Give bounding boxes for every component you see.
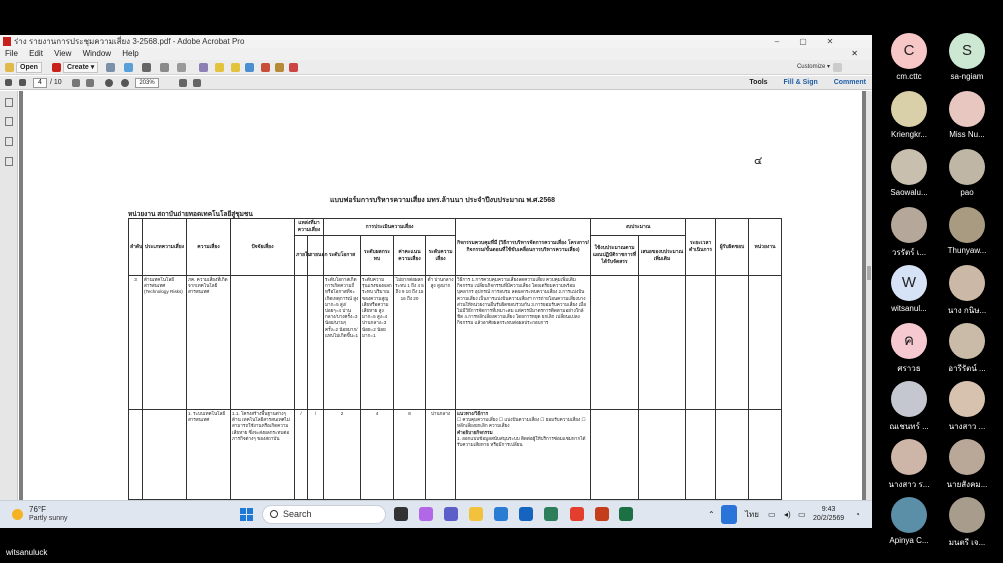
header-source: แหล่งที่มาความเสี่ยง: [295, 219, 324, 236]
cell-score: ไม่ยากต่อผลกระทบ 1 ถึง 4 5 ถึง 9 10 ถึง 15 16 ถึง 20: [394, 276, 426, 410]
participant-name: วรรัตร์ เ...: [891, 248, 927, 257]
document-title: แบบฟอร์มการบริหารความเสี่ยง มทร.ล้านนา ประจำปีงบประมาณ พ.ศ.2568: [329, 197, 556, 204]
table-row: [129, 276, 782, 410]
zoom-in-icon[interactable]: [121, 79, 129, 87]
participant-tile[interactable]: [875, 381, 939, 437]
microphone-icon[interactable]: [721, 505, 737, 524]
header-control: กิจกรรมควบคุมที่มี (วิธีการบริหารจัดการความเสี่ยง โครงการ/กิจกรรม/ขั้นตอนที่ใช้ขับเคลื่อนการบริหารความเสี่ยง): [456, 219, 591, 276]
participant-name: นางสาว ร...: [888, 480, 930, 489]
table-row: [129, 410, 782, 500]
participant-name: cm.cttc: [896, 72, 922, 81]
print-icon[interactable]: [142, 63, 151, 72]
participant-tile[interactable]: [933, 33, 997, 89]
clock-date: 20/2/2569: [813, 515, 845, 522]
cell-no: [129, 410, 143, 500]
signature-icon[interactable]: [5, 137, 13, 146]
search-label: Search: [283, 509, 312, 519]
zoom-level-input[interactable]: 203%: [135, 78, 159, 88]
export-icon[interactable]: [261, 63, 270, 72]
battery-icon[interactable]: ▭: [798, 510, 806, 519]
copilot-icon[interactable]: [419, 507, 433, 521]
avatar: [949, 265, 985, 301]
network-icon[interactable]: ▭: [768, 510, 776, 519]
hand-tool-icon[interactable]: [86, 79, 94, 87]
menu-window[interactable]: Window: [82, 49, 112, 58]
file-explorer-icon[interactable]: [469, 507, 483, 521]
participant-name: อารีรัตน์ ...: [948, 364, 986, 373]
attachment-icon[interactable]: [5, 157, 13, 166]
task-panes: [735, 76, 866, 90]
participant-tile[interactable]: [875, 149, 939, 205]
menu-edit[interactable]: Edit: [29, 49, 43, 58]
close-window-button[interactable]: ✕: [826, 37, 834, 46]
cell-control: วิธีการ 1.การควบคุมความเสี่ยงลดความเสี่ยง ควบคุมเพิ่มเติมกิจกรรม เปลี่ยนกิจกรรมที่มีความเสี่ยง โดยเตรียมความพร้อมบุคลากร อุปกรณ์ การอบรม ลดผลกระทบความเสี่ยง 2.การแบ่งปันความเสี่ยง เป็นการแบ่งปันความเสี่ยงฯ การถ่ายโอนความเสี่ยงบางส่วนให้หน่วยงานอื่นรับผิดชอบร่วมกัน 3.การยอมรับความเสี่ยง เมื่อไม่มีวิธีการจัดการที่เหมาะสม แต่ควรมีมาตรการติดตามอย่างใกล้ชิด 4.การหลีกเลี่ยงความเสี่ยง โดยการหยุด ยกเลิก เปลี่ยนแปลงกิจกรรม แล้วอาศัยผลกระทบต่อผลประกอบการ: [456, 276, 591, 410]
avatar: [891, 497, 927, 533]
header-score: ค่าคะแนนความเสี่ยง: [394, 236, 426, 276]
participant-name: sa-ngiam: [950, 72, 984, 81]
cell-score: 8: [394, 410, 426, 500]
avatar: [891, 91, 927, 127]
cell-source-in: /: [295, 410, 308, 500]
avatar: [891, 439, 927, 475]
participant-tile[interactable]: [933, 91, 997, 147]
cell-level: ต่ำ ปานกลาง สูง สูงมาก: [426, 276, 456, 410]
menu-bar: [0, 48, 872, 60]
avatar: [891, 149, 927, 185]
fill-sign-link[interactable]: Fill & Sign: [783, 79, 818, 86]
cell-owner: [716, 276, 749, 410]
header-owner: ผู้รับผิดชอบ: [716, 219, 749, 276]
participant-tile[interactable]: [933, 497, 997, 553]
participant-name: นาง กนิษ...: [947, 306, 987, 315]
chevron-up-icon[interactable]: ⌃: [708, 510, 715, 519]
control-activity-text: 1. ออกแบบข้อมูลสนับสนุนระบบ ติดต่อผู้ให้บริการซ่อมแซมหากได้รับความเสียหาย หรือมีการเปลี่ยน: [457, 435, 586, 447]
task-view-icon[interactable]: [394, 507, 408, 521]
close-document-icon[interactable]: ✕: [851, 49, 858, 58]
settings-icon[interactable]: [199, 63, 208, 72]
envelope-icon[interactable]: [177, 63, 186, 72]
create-pdf-icon: [52, 63, 61, 72]
navigation-pane: [0, 91, 18, 528]
participant-tile[interactable]: [875, 439, 939, 495]
cell-likelihood: ระดับโอกาสเกิด การเกิดความถี่หรือโอกาสที่จะเกิดเหตุการณ์ สูงมาก=5 สูง/บ่อยๆ=4 ปานกลาง/บางครั้ง=3 น้อย/นานๆ ครั้ง=2 น้อยมาก/แทบไม่เกิดขึ้น=1: [324, 276, 361, 410]
cell-factor: [231, 276, 295, 410]
menu-view[interactable]: View: [54, 49, 72, 58]
avatar: [949, 149, 985, 185]
app-icon[interactable]: [544, 507, 558, 521]
comment-link[interactable]: Comment: [833, 79, 866, 86]
window-titlebar: [0, 35, 872, 48]
control-approach-options: ☐ ควบคุมความเสี่ยง ☐ แบ่งปันความเสี่ยง ☐ ยอมรับความเสี่ยง ☐ หลีกเลี่ยงยกเลิก ความเสี่ยง: [457, 417, 586, 429]
cell-type: [143, 410, 187, 500]
participant-tile[interactable]: [875, 265, 939, 321]
cell-factor: 1.1. โครงสร้างพื้นฐานต่างๆ ด้าน เทคโนโลยีสารสนเทศไม่สามารถใช้งานหรือเกิดความเสียหาย ซึ่งจะส่งผลกระทบต่อภารกิจต่างๆ ของสถาบัน: [231, 410, 295, 500]
header-assess: การประเมินความเสี่ยง: [324, 219, 456, 236]
main-toolbar: [0, 60, 872, 75]
notification-bell-icon[interactable]: ◔: [855, 510, 860, 519]
bookmarks-icon[interactable]: [5, 117, 13, 126]
participant-name: นายสังคม...: [946, 480, 988, 489]
header-likelihood: ระดับโอกาส: [324, 236, 361, 276]
participant-name: Kriengkr...: [890, 130, 927, 139]
self-name: witsanuluck: [6, 548, 48, 557]
select-cursor-icon[interactable]: [72, 79, 80, 87]
cell-no: 3: [129, 276, 143, 410]
participant-tile[interactable]: [875, 207, 939, 263]
stamp-icon[interactable]: [245, 63, 254, 72]
avatar: [949, 91, 985, 127]
avatar: [949, 439, 985, 475]
page-count: / 10: [50, 79, 62, 86]
email-icon[interactable]: [160, 63, 169, 72]
sticky-note-icon[interactable]: [231, 63, 240, 72]
avatar: W: [891, 265, 927, 301]
participant-name: นางสาว ...: [948, 422, 986, 431]
header-risk: ความเสี่ยง: [187, 219, 231, 276]
cell-unit: [749, 276, 782, 410]
menu-help[interactable]: Help: [122, 49, 139, 58]
customize-menu[interactable]: Customize ▾: [796, 64, 830, 70]
clock-time: 9:43: [821, 506, 836, 513]
news-app-icon[interactable]: [519, 507, 533, 521]
weather-condition: Partly sunny: [29, 515, 68, 522]
comment-icon[interactable]: [215, 63, 224, 72]
header-source-out: ภายนอก: [308, 236, 324, 276]
navigation-toolbar: [0, 76, 872, 90]
participant-tile[interactable]: [933, 381, 997, 437]
participant-tile[interactable]: [875, 323, 939, 379]
risk-table: [128, 218, 782, 500]
page-number-input[interactable]: 4: [33, 78, 47, 88]
control-approach-title: แนวทาง/วิธีการ: [457, 411, 489, 416]
cell-period: [686, 276, 716, 410]
unit-line: หน่วยงาน สถาบันถ่ายทอดเทคโนโลยีสู่ชุมชน: [128, 211, 253, 218]
participant-name: Saowalu...: [890, 188, 928, 197]
vertical-scrollbar[interactable]: [866, 91, 872, 528]
speaker-icon[interactable]: ◂): [784, 510, 791, 519]
cell-unit: [749, 410, 782, 500]
language-indicator[interactable]: ไทย: [745, 510, 759, 519]
menu-file[interactable]: File: [5, 49, 18, 58]
maximize-button[interactable]: ▢: [799, 37, 807, 46]
tools-link[interactable]: Tools: [749, 79, 768, 86]
avatar: [949, 323, 985, 359]
header-level: ระดับความเสี่ยง: [426, 236, 456, 276]
cell-budget-use: [591, 410, 639, 500]
zoom-out-icon[interactable]: [105, 79, 113, 87]
avatar: [949, 381, 985, 417]
collapse-icon[interactable]: [833, 63, 842, 72]
open-button[interactable]: Open: [16, 62, 42, 73]
avatar: [949, 207, 985, 243]
avatar: [891, 381, 927, 417]
avatar: ค: [891, 323, 927, 359]
header-impact: ระดับผลกระทบ: [361, 236, 394, 276]
participant-tile[interactable]: [933, 323, 997, 379]
cell-budget-use: [591, 276, 639, 410]
cell-risk: 1. ระบบเทคโนโลยีสารสนเทศ: [187, 410, 231, 500]
participant-name: ศราวธ: [897, 364, 921, 373]
page-down-icon[interactable]: [19, 79, 26, 86]
header-type: ประเภทความเสี่ยง: [143, 219, 187, 276]
avatar: [949, 497, 985, 533]
header-budget: งบประมาณ: [591, 219, 686, 236]
participant-tile[interactable]: [933, 265, 997, 321]
cell-impact: 4: [361, 410, 394, 500]
participant-name: Apinya C...: [889, 536, 929, 545]
cell-type: ด้านเทคโนโลยีสารสนเทศ (Technology Risks): [143, 276, 187, 410]
cell-budget-request: [639, 276, 686, 410]
cell-source-out: [308, 276, 324, 410]
participant-name: ณเชนทร์ ...: [889, 422, 929, 431]
teams-icon[interactable]: [444, 507, 458, 521]
header-no: ลำดับ: [129, 219, 143, 276]
fit-width-icon[interactable]: [193, 79, 201, 87]
create-button[interactable]: Create ▾: [63, 62, 98, 73]
acrobat-icon[interactable]: [570, 507, 584, 521]
participant-name: Thunyaw...: [947, 246, 987, 255]
participant-tile[interactable]: [933, 207, 997, 263]
powerpoint-icon[interactable]: [595, 507, 609, 521]
windows-start-icon[interactable]: [240, 508, 253, 521]
cell-risk: ภค. ความเสี่ยงที่เกิดจากเทคโนโลยีสารสนเทศ: [187, 276, 231, 410]
windows-taskbar: [0, 500, 872, 528]
control-activity-title: คำอธิบายกิจกรรม: [457, 429, 493, 435]
page-up-icon[interactable]: [5, 79, 12, 86]
avatar: C: [891, 33, 927, 69]
document-viewport[interactable]: [19, 91, 866, 528]
fit-page-icon[interactable]: [179, 79, 187, 87]
cell-source-out: /: [308, 410, 324, 500]
page-thumbnails-icon[interactable]: [5, 98, 13, 107]
cell-budget-request: [639, 410, 686, 500]
sun-icon: [12, 509, 23, 520]
minimize-button[interactable]: –: [774, 37, 780, 46]
cell-impact: ระดับความรุนแรงของผลกระทบ ปริมาณของความสูญเสียหรือความเสียหาย สูงมาก=5 สูง=4 ปานกลาง=3 น้อย=2 น้อยมาก=1: [361, 276, 394, 410]
avatar: S: [949, 33, 985, 69]
participant-tile[interactable]: [875, 497, 939, 553]
header-unit: หน่วยงาน: [749, 219, 782, 276]
cell-likelihood: 2: [324, 410, 361, 500]
shared-screen: [0, 35, 872, 528]
weather-temp: 76°F: [29, 505, 46, 514]
cell-source-in: [295, 276, 308, 410]
save-icon[interactable]: [106, 63, 115, 72]
cell-control: [456, 410, 591, 500]
store-icon[interactable]: [494, 507, 508, 521]
excel-icon[interactable]: [619, 507, 633, 521]
header-budget-request: เสนอของบประมาณเพิ่มเติม: [639, 236, 686, 276]
search-icon: [270, 510, 278, 518]
participant-name: witsanul...: [891, 304, 927, 313]
participant-tile[interactable]: [933, 439, 997, 495]
participant-tile[interactable]: [875, 33, 939, 89]
header-budget-use: ใช้งบประมาณตามแผนปฏิบัติราชการที่ได้รับจัดสรร: [591, 236, 639, 276]
header-source-in: ภายใน: [295, 236, 308, 276]
participant-name: มนตรี เจ...: [948, 538, 986, 547]
participant-name: Miss Nu...: [949, 130, 985, 139]
system-clock[interactable]: [813, 505, 844, 523]
taskbar-search[interactable]: [262, 505, 386, 524]
page-number: ๔: [754, 154, 763, 167]
window-title: ร่าง รายงานการประชุมความเสี่ยง 3-2568.pdf - Adobe Acrobat Pro: [14, 37, 245, 46]
share-icon[interactable]: [289, 63, 298, 72]
cell-period: [686, 410, 716, 500]
header-period: ระยะเวลาดำเนินการ: [686, 219, 716, 276]
avatar: [891, 207, 927, 243]
participant-tile[interactable]: [875, 91, 939, 147]
cloud-icon[interactable]: [124, 63, 133, 72]
pdf-icon: [3, 37, 11, 46]
participant-name: pao: [960, 188, 974, 197]
pdf-page: [23, 91, 862, 528]
cell-level: ปานกลาง: [426, 410, 456, 500]
header-factor: ปัจจัยเสี่ยง: [231, 219, 295, 276]
participant-tile[interactable]: [933, 149, 997, 205]
cell-owner: [716, 410, 749, 500]
scroll-thumb[interactable]: [867, 266, 871, 280]
redact-icon[interactable]: [275, 63, 284, 72]
folder-icon: [5, 63, 14, 72]
